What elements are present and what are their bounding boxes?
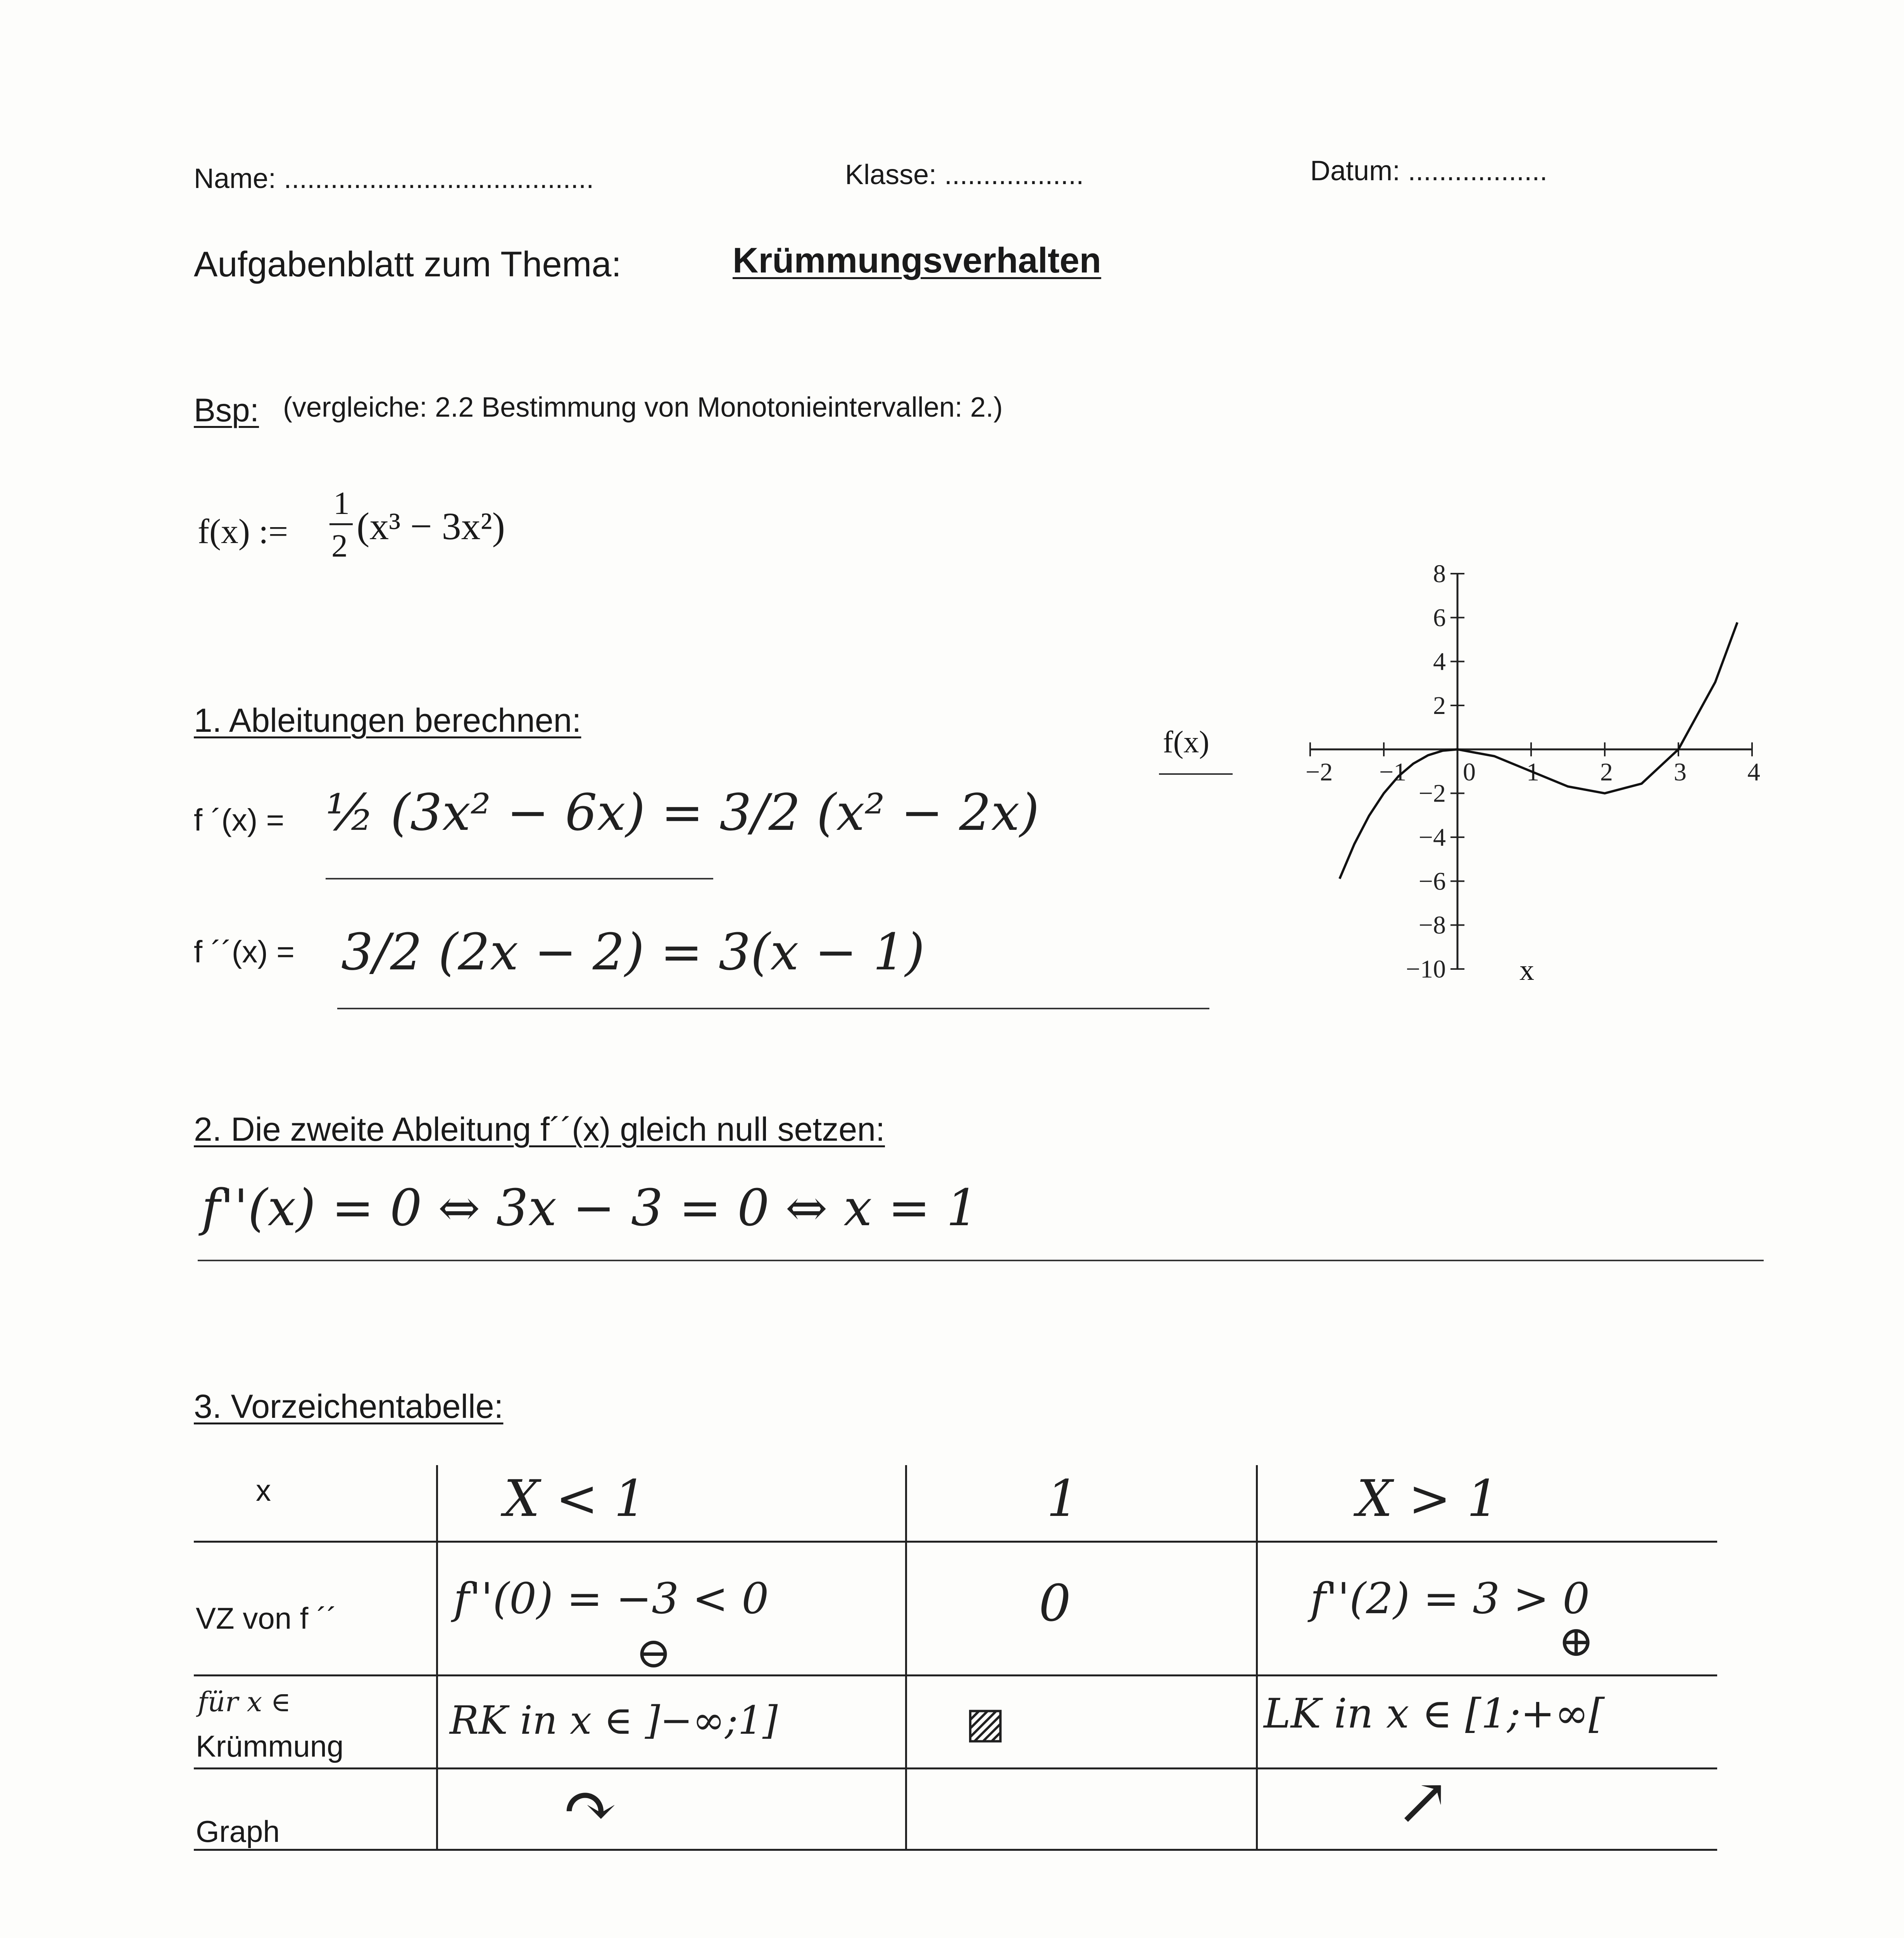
graph-ylabel: f(x) <box>1163 725 1209 759</box>
y-tick-label: 4 <box>1433 647 1446 676</box>
table-col1-vz: f''(0) = −3 < 0 <box>454 1574 769 1623</box>
graph-curve <box>1340 622 1737 879</box>
function-frac-bar <box>329 523 353 525</box>
y-tick-label: −4 <box>1418 823 1446 852</box>
table-hline-2 <box>194 1674 1717 1676</box>
table-col2-vz: 0 <box>1039 1574 1071 1633</box>
table-row-label-fuer: für x ∈ <box>198 1686 291 1718</box>
table-row-label-graph: Graph <box>196 1814 280 1848</box>
function-frac-num: 1 <box>333 485 350 521</box>
table-col3-sign: ⊕ <box>1558 1616 1594 1666</box>
table-col3-x: X > 1 <box>1357 1469 1499 1528</box>
second-derivative-label: f ´´(x) = <box>194 935 295 969</box>
y-tick-label: −8 <box>1418 911 1446 940</box>
x-tick-label: −2 <box>1306 758 1333 786</box>
table-hline-3 <box>194 1767 1717 1769</box>
second-derivative-line <box>337 1008 1209 1009</box>
x-tick-label: 3 <box>1674 758 1687 786</box>
table-col2-x: 1 <box>1047 1469 1079 1528</box>
klasse-field-label: Klasse: .................. <box>845 159 1084 190</box>
section1-heading: 1. Ableitungen berechnen: <box>194 702 581 739</box>
x-tick-label: 0 <box>1463 758 1476 786</box>
function-frac-den: 2 <box>331 528 348 564</box>
table-col1-kruemmung: RK in x ∈ ]−∞;1] <box>450 1698 778 1743</box>
section2-answer: f''(x) = 0 ⇔ 3x − 3 = 0 ⇔ x = 1 <box>202 1178 978 1237</box>
graph-xlabel: x <box>1519 954 1534 986</box>
graph-ylabel-underline <box>1159 773 1233 775</box>
datum-field-label: Datum: .................. <box>1310 155 1548 186</box>
first-derivative-answer: ½ (3x² − 6x) = 3/2 (x² − 2x) <box>326 783 1040 842</box>
table-col1-x: X < 1 <box>504 1469 646 1528</box>
y-tick-label: 2 <box>1433 691 1446 720</box>
table-vline-3 <box>1256 1465 1258 1849</box>
second-derivative-answer: 3/2 (2x − 2) = 3(x − 1) <box>341 922 925 981</box>
table-col1-graph: ↷ <box>562 1767 617 1844</box>
first-derivative-label: f ´(x) = <box>194 803 285 837</box>
x-tick-label: 1 <box>1526 758 1539 786</box>
f-curve <box>1340 622 1737 879</box>
y-tick-label: −2 <box>1418 779 1446 808</box>
name-field-label: Name: ........................................ <box>194 163 594 194</box>
section2-heading: 2. Die zweite Ableitung f´´(x) gleich null setzen: <box>194 1111 885 1148</box>
x-tick-label: −1 <box>1379 758 1407 786</box>
y-tick-label: −10 <box>1406 955 1446 983</box>
y-tick-label: −6 <box>1418 867 1446 896</box>
table-col3-kruemmung: LK in x ∈ [1;+∞[ <box>1264 1690 1605 1737</box>
y-tick-label: 8 <box>1433 560 1446 588</box>
y-tick-label: 6 <box>1433 603 1446 632</box>
x-tick-label: 4 <box>1747 758 1760 786</box>
table-row-label-vz: VZ von f ´´ <box>196 1601 337 1635</box>
section2-answer-line <box>198 1260 1764 1261</box>
first-derivative-line <box>326 878 713 879</box>
function-body: (x³ − 3x²) <box>357 505 505 548</box>
function-lhs: f(x) := <box>198 512 288 551</box>
section3-heading: 3. Vorzeichentabelle: <box>194 1388 504 1425</box>
table-row-label-x: x <box>256 1473 271 1507</box>
function-graph <box>1279 558 1783 1000</box>
table-col1-sign: ⊖ <box>636 1628 672 1678</box>
bsp-reference: (vergleiche: 2.2 Bestimmung von Monotonieintervallen: 2.) <box>283 392 1003 423</box>
table-col3-vz: f''(2) = 3 > 0 <box>1310 1574 1590 1623</box>
sheet-topic: Krümmungsverhalten <box>733 241 1101 280</box>
table-vline-2 <box>905 1465 907 1849</box>
x-tick-label: 2 <box>1600 758 1613 786</box>
table-vline-1 <box>436 1465 438 1849</box>
table-hline-4 <box>194 1849 1717 1851</box>
table-col3-graph: ↗ <box>1395 1764 1451 1840</box>
bsp-label: Bsp: <box>194 392 259 428</box>
sheet-title-prefix: Aufgabenblatt zum Thema: <box>194 245 621 284</box>
table-hline-1 <box>194 1541 1717 1543</box>
table-row-label-kruemmung: Krümmung <box>196 1729 344 1763</box>
table-col2-kruemmung: ▨ <box>965 1698 1005 1747</box>
